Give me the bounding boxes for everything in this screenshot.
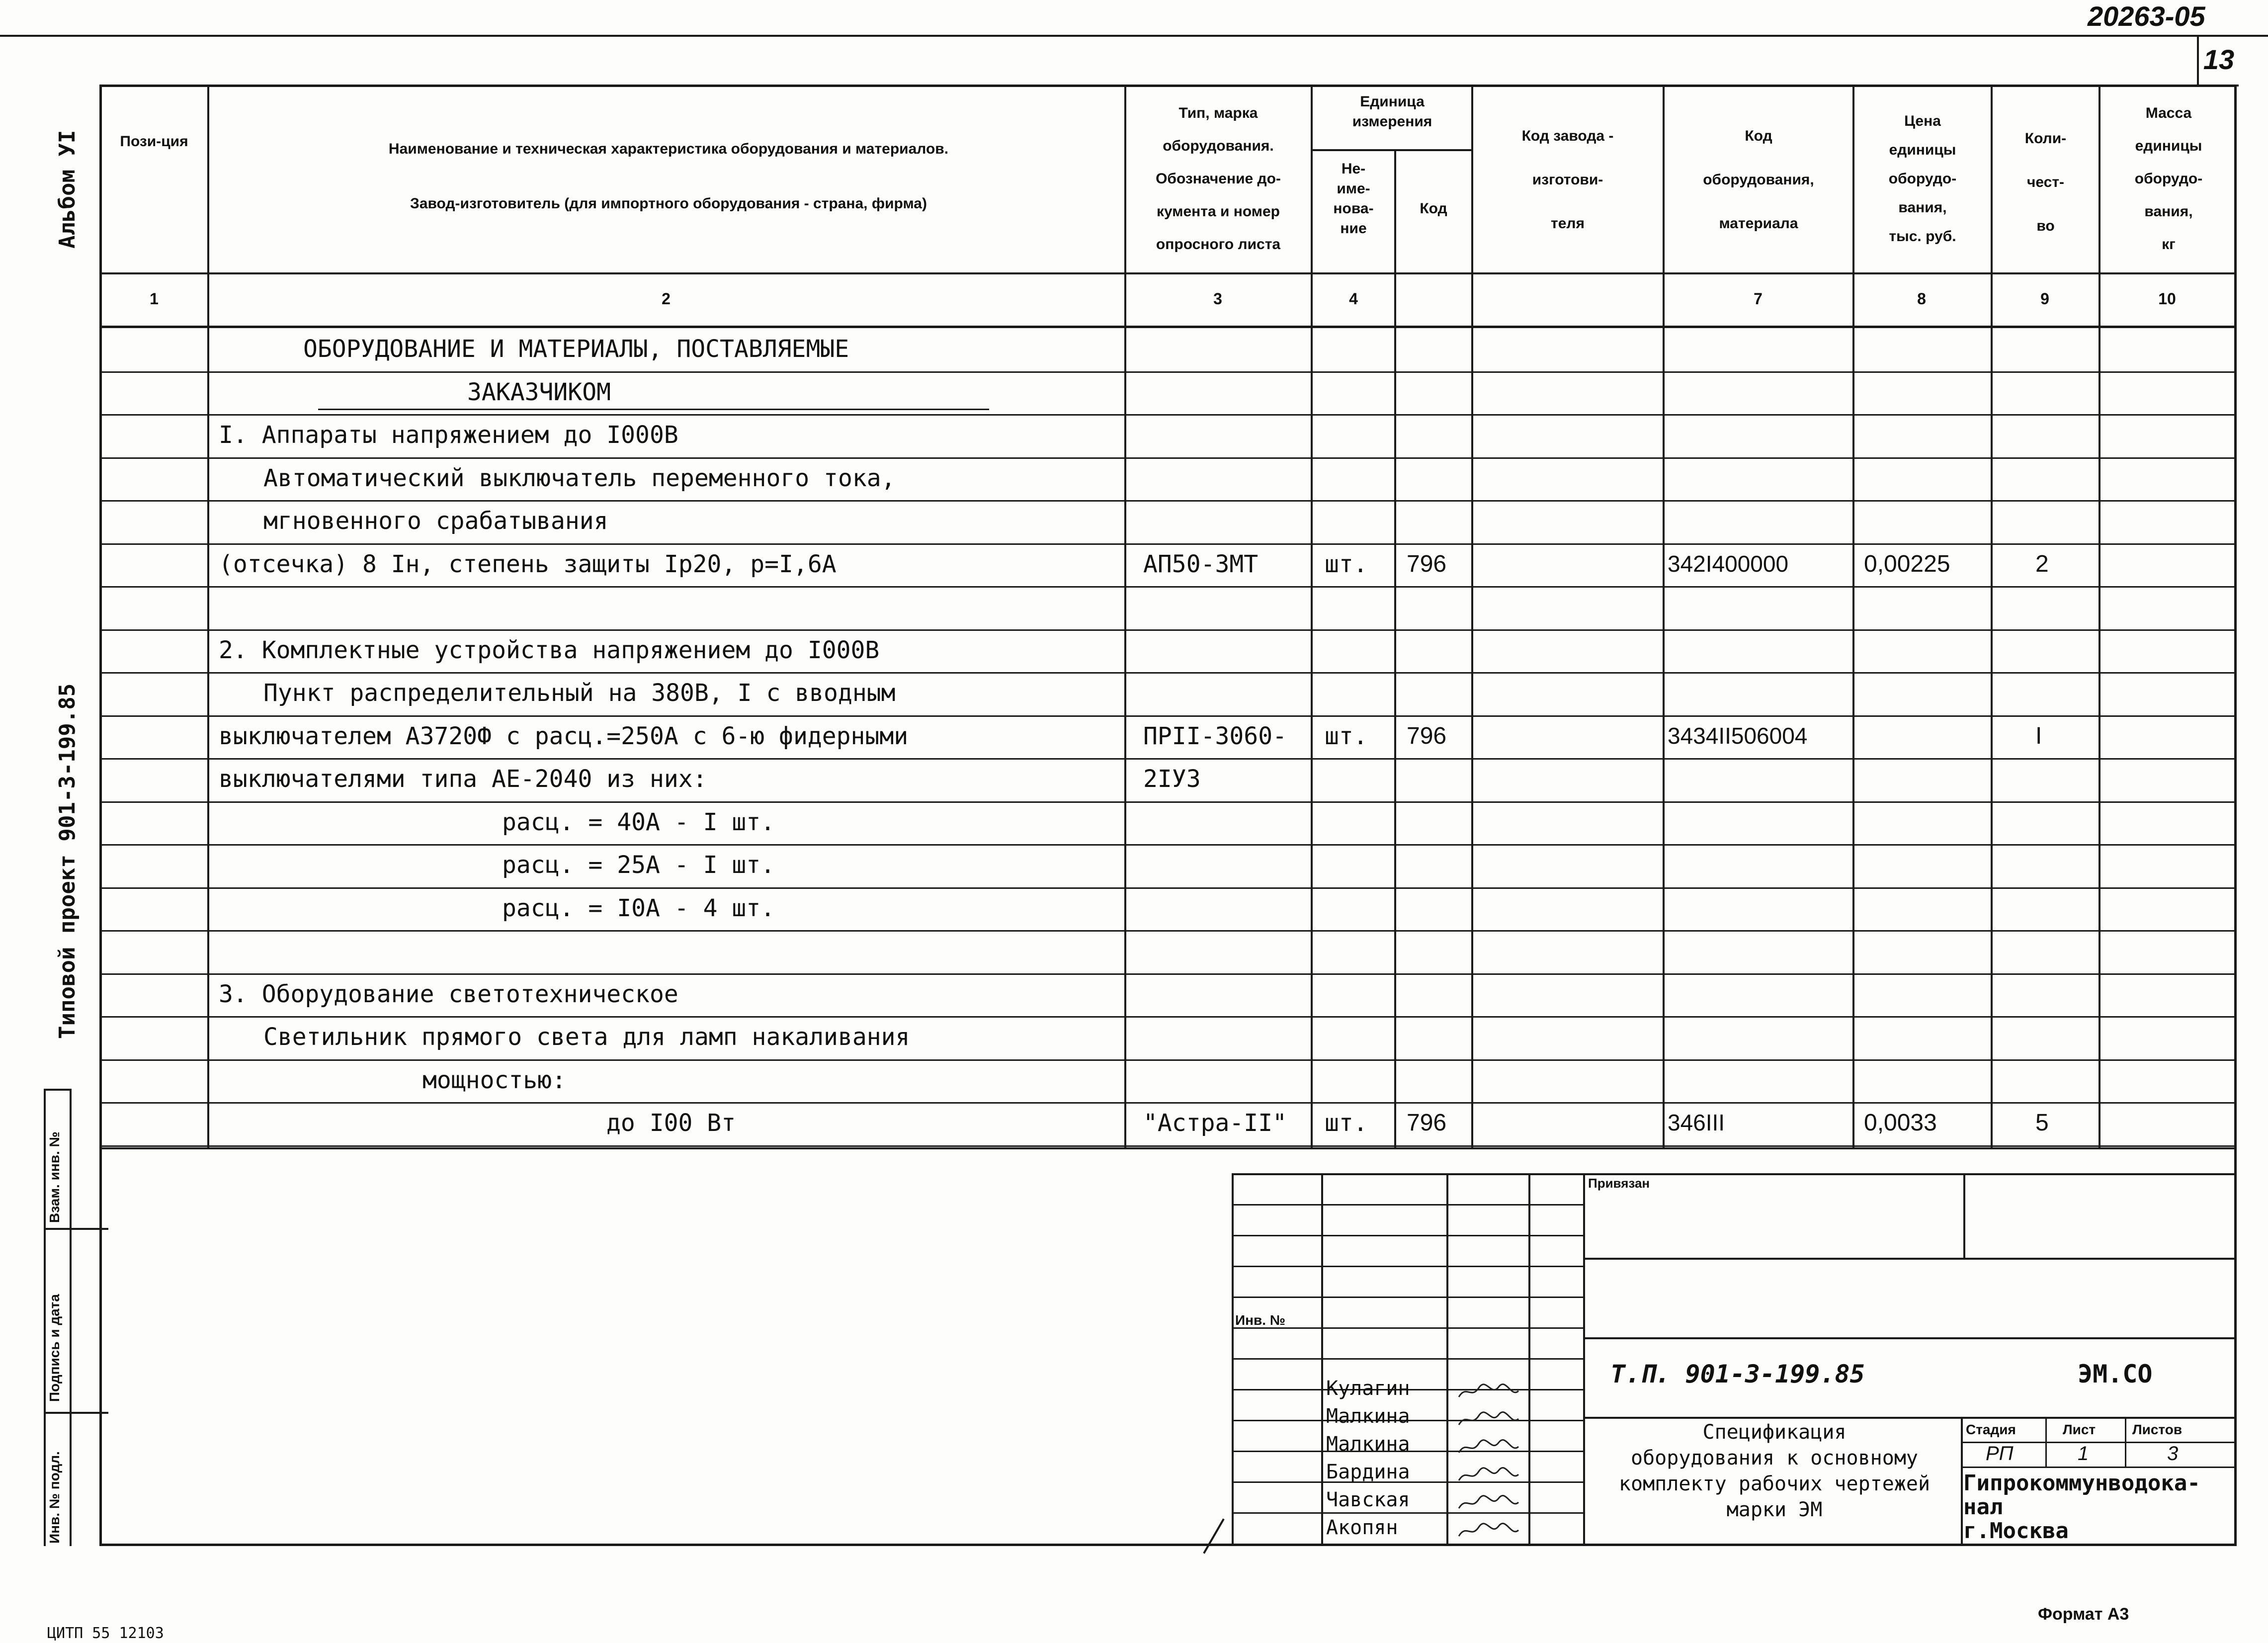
side-stamp-mid (70, 1089, 72, 1546)
organization (1963, 1471, 2237, 1543)
signer-name: Бардина (1326, 1461, 1410, 1483)
table-bottom-line (99, 1147, 2237, 1149)
header-line: Масса (2145, 105, 2192, 121)
header-mass (2100, 97, 2237, 261)
quantity-cell: 5 (2035, 1110, 2049, 1136)
header-unit-name (1313, 159, 1394, 239)
top-rule (0, 35, 2268, 37)
header-line: оборудования, (1703, 172, 1814, 188)
document-number: 20263-05 (2088, 0, 2205, 32)
stamp-title (1591, 1419, 1958, 1523)
name-cell: выключателем А3720Ф с расц.=250А с 6-ю фидерными (219, 722, 909, 750)
stamp-title-line: оборудования к основному (1631, 1447, 1918, 1470)
signature-icon (1456, 1410, 1521, 1430)
column-number: 10 (2158, 290, 2176, 308)
signature-icon (1456, 1521, 1521, 1541)
mark: ЭМ.СО (2078, 1360, 2153, 1388)
stamp-row-line (1232, 1512, 1585, 1514)
name-cell: 3. Оборудование светотехническое (219, 980, 678, 1008)
header-material-code (1665, 114, 1852, 246)
row-divider (99, 457, 2237, 459)
column-number: 7 (1754, 290, 1763, 308)
signer-name: Чавская (1326, 1488, 1410, 1511)
column-number: 8 (1917, 290, 1926, 308)
header-price (1854, 107, 1991, 251)
header-line: Цена (1904, 113, 1941, 129)
stamp-stage-line2 (1961, 1467, 2237, 1468)
type-cell: ПРII-3060- (1143, 722, 1287, 750)
designation: Т.П. 901-3-199.85 (1610, 1360, 1865, 1388)
header-line: оборудования. (1163, 138, 1274, 154)
header-type (1126, 97, 1310, 261)
header-name-line2: Завод-изготовитель (для импортного оборудования - страна, фирма) (410, 195, 927, 212)
signature-icon (1456, 1493, 1521, 1513)
row-divider (99, 715, 2237, 717)
stamp-col-b (1446, 1173, 1448, 1546)
name-cell: расц. = I0А - 4 шт. (502, 894, 775, 922)
type-cell: "Астра-II" (1143, 1109, 1287, 1137)
header-bottom-line (99, 272, 2237, 274)
header-line: Тип, марка (1178, 105, 1258, 121)
col-line-4 (1394, 149, 1396, 1148)
header-line: нова- (1333, 200, 1374, 217)
side-stamp-div1 (44, 1228, 108, 1230)
row-divider (99, 500, 2237, 502)
stamp-title-line: марки ЭМ (1726, 1498, 1823, 1521)
signer-name: Кулагин (1326, 1377, 1410, 1400)
row-divider (99, 1102, 2237, 1104)
unit-cell: шт. (1325, 722, 1368, 750)
inv-orig-label: Инв. № подл. (47, 1451, 62, 1544)
price-cell: 0,0033 (1864, 1110, 1937, 1136)
header-position: Пози-ция (120, 133, 188, 150)
row-divider (99, 758, 2237, 760)
row-divider (99, 543, 2237, 545)
privyazan-label: Привязан (1588, 1176, 1650, 1191)
unit-cell: шт. (1325, 550, 1368, 578)
header-line: оборудо- (2134, 171, 2203, 187)
header-unit-code: Код (1420, 200, 1447, 217)
name-cell: мгновенного срабатывания (263, 507, 608, 535)
signature-icon (1456, 1382, 1521, 1402)
header-line: Код (1745, 128, 1772, 144)
row-divider (99, 1059, 2237, 1061)
price-cell: 0,00225 (1864, 550, 1950, 577)
name-cell: (отсечка) 8 Iн, степень защиты Ip20, р=I,6А (219, 550, 837, 578)
header-line: измерения (1352, 113, 1432, 130)
stamp-col-c (1528, 1173, 1530, 1546)
name-cell: I. Аппараты напряжением до I000В (219, 421, 678, 449)
column-number: 2 (662, 290, 671, 308)
unit-cell: шт. (1325, 1109, 1368, 1137)
signature-icon (1456, 1466, 1521, 1485)
stage-label: Стадия (1966, 1422, 2016, 1437)
stamp-org-split (1961, 1417, 1963, 1546)
album-label: Альбом УI (55, 130, 80, 249)
code-cell: 796 (1407, 1110, 1447, 1136)
name-cell: 2. Комплектные устройства напряжением до I000В (219, 636, 880, 664)
sheets-value: 3 (2167, 1443, 2179, 1465)
signer-name: Малкина (1326, 1405, 1410, 1428)
header-line: изготови- (1532, 172, 1603, 188)
project-label: Типовой проект 901-3-199.85 (55, 683, 80, 1039)
header-line: единицы (1889, 142, 1956, 158)
signature-icon (1456, 1438, 1521, 1458)
stamp-row-line (1232, 1297, 1585, 1298)
header-line: име- (1337, 180, 1370, 197)
sheet-number-box (2197, 35, 2239, 86)
stamp-top-line (1232, 1173, 2237, 1175)
stamp-row-line (1232, 1204, 1585, 1206)
header-line: Код завода - (1521, 128, 1614, 144)
footer-code: ЦИТП 55 12103 (47, 1625, 164, 1642)
signer-name: Малкина (1326, 1433, 1410, 1456)
signer-name: Акопян (1326, 1516, 1398, 1539)
header-line: опросного листа (1156, 236, 1281, 253)
heading-underline (318, 409, 989, 410)
header-unit (1313, 92, 1472, 132)
column-number: 1 (150, 290, 159, 308)
header-factory-code (1473, 114, 1662, 246)
header-line: кг (2162, 236, 2176, 253)
row-divider (99, 1145, 2237, 1147)
header-line: во (2036, 218, 2055, 234)
row-divider (99, 887, 2237, 889)
row-divider (99, 1016, 2237, 1018)
sheets-label: Листов (2132, 1422, 2183, 1437)
type-cell: АП50-3МТ (1143, 550, 1259, 578)
sheet-value: 1 (2078, 1443, 2089, 1465)
format-label: Формат А3 (2038, 1605, 2129, 1624)
material-code-cell: 346III (1668, 1110, 1725, 1135)
header-line: Единица (1360, 93, 1425, 110)
side-stamp-top (44, 1089, 72, 1091)
quantity-cell: I (2035, 722, 2042, 749)
header-line: вания, (1898, 199, 1947, 216)
stamp-left-line (1232, 1173, 1234, 1546)
name-cell: расц. = 40А - I шт. (502, 808, 775, 836)
header-line: тыс. руб. (1889, 228, 1956, 245)
row-divider (99, 930, 2237, 932)
column-number: 3 (1213, 290, 1222, 308)
header-quantity (1993, 117, 2099, 248)
row-divider (99, 672, 2237, 674)
sheet-number: 13 (2203, 44, 2235, 75)
row-divider (99, 586, 2237, 588)
name-cell: ОБОРУДОВАНИЕ И МАТЕРИАЛЫ, ПОСТАВЛЯЕМЫЕ (303, 335, 849, 363)
organization-line: г.Москва (1963, 1518, 2069, 1544)
stamp-title-line: комплекту рабочих чертежей (1618, 1472, 1931, 1495)
stage-value: РП (1986, 1443, 2014, 1465)
stamp-stage-split1 (2045, 1417, 2047, 1467)
row-divider (99, 801, 2237, 803)
sign-date-label: Подпись и дата (47, 1294, 62, 1402)
quantity-cell: 2 (2035, 550, 2049, 577)
stamp-col-d (1583, 1173, 1585, 1546)
inv-no-label: Инв. № (1235, 1312, 1286, 1328)
header-line: единицы (2135, 138, 2202, 154)
row-divider (99, 629, 2237, 631)
header-line: теля (1551, 215, 1585, 232)
name-cell: выключателями типа АЕ-2040 из них: (219, 765, 707, 793)
stamp-col-a (1321, 1173, 1323, 1546)
stamp-row-line (1232, 1358, 1585, 1360)
row-divider (99, 414, 2237, 416)
header-line: чест- (2026, 174, 2065, 190)
material-code-cell: 342I400000 (1668, 550, 1789, 577)
name-cell: Светильник прямого света для ламп накаливания (263, 1023, 910, 1051)
col-line-3 (1311, 85, 1313, 1148)
row-divider (99, 371, 2237, 373)
stamp-stage-split2 (2125, 1417, 2126, 1467)
organization-line: нал (1963, 1494, 2003, 1520)
type-cell: 2IУ3 (1143, 765, 1201, 793)
material-code-cell: 3434II506004 (1668, 722, 1808, 749)
header-line: Не- (1341, 161, 1366, 177)
header-line: материала (1719, 215, 1798, 232)
side-stamp-left (44, 1089, 46, 1546)
stamp-row-line (1232, 1235, 1585, 1236)
stamp-line-2 (1583, 1337, 2237, 1339)
row-divider (99, 973, 2237, 975)
stamp-line-1 (1583, 1258, 2237, 1260)
stamp-title-line: Спецификация (1702, 1421, 1847, 1444)
inv-replace-label: Взам. инв. № (47, 1131, 62, 1223)
col-number-bottom-line (99, 326, 2237, 328)
name-cell: расц. = 25А - I шт. (502, 851, 775, 879)
sheet-label: Лист (2063, 1422, 2096, 1437)
code-cell: 796 (1407, 722, 1447, 749)
name-cell: до I00 Вт (606, 1109, 736, 1137)
header-line: вания, (2144, 203, 2193, 220)
column-number: 4 (1349, 290, 1358, 308)
col-line-1 (207, 85, 209, 1148)
header-line: кумента и номер (1156, 203, 1280, 220)
organization-line: Гипрокоммунводока- (1963, 1470, 2200, 1496)
header-line: Коли- (2024, 130, 2067, 147)
row-divider (99, 844, 2237, 846)
name-cell: Пункт распределительный на 380В, I с вводным (263, 679, 896, 707)
unit-header-split (1313, 149, 1472, 151)
code-cell: 796 (1407, 550, 1447, 577)
stamp-line-3 (1583, 1417, 2237, 1419)
header-line: Обозначение до- (1156, 171, 1281, 187)
header-name-line1: Наименование и техническая характеристика оборудования и материалов. (388, 141, 949, 157)
stamp-row-line (1232, 1266, 1585, 1267)
header-line: оборудо- (1888, 171, 1957, 187)
header-line: ние (1340, 220, 1367, 237)
stamp-privyazan-split (1963, 1173, 1965, 1258)
name-cell: ЗАКАЗЧИКОМ (467, 378, 611, 406)
column-number: 9 (2040, 290, 2049, 308)
side-stamp-div2 (44, 1412, 108, 1414)
name-cell: мощностью: (422, 1066, 566, 1094)
name-cell: Автоматический выключатель переменного тока, (263, 464, 896, 492)
